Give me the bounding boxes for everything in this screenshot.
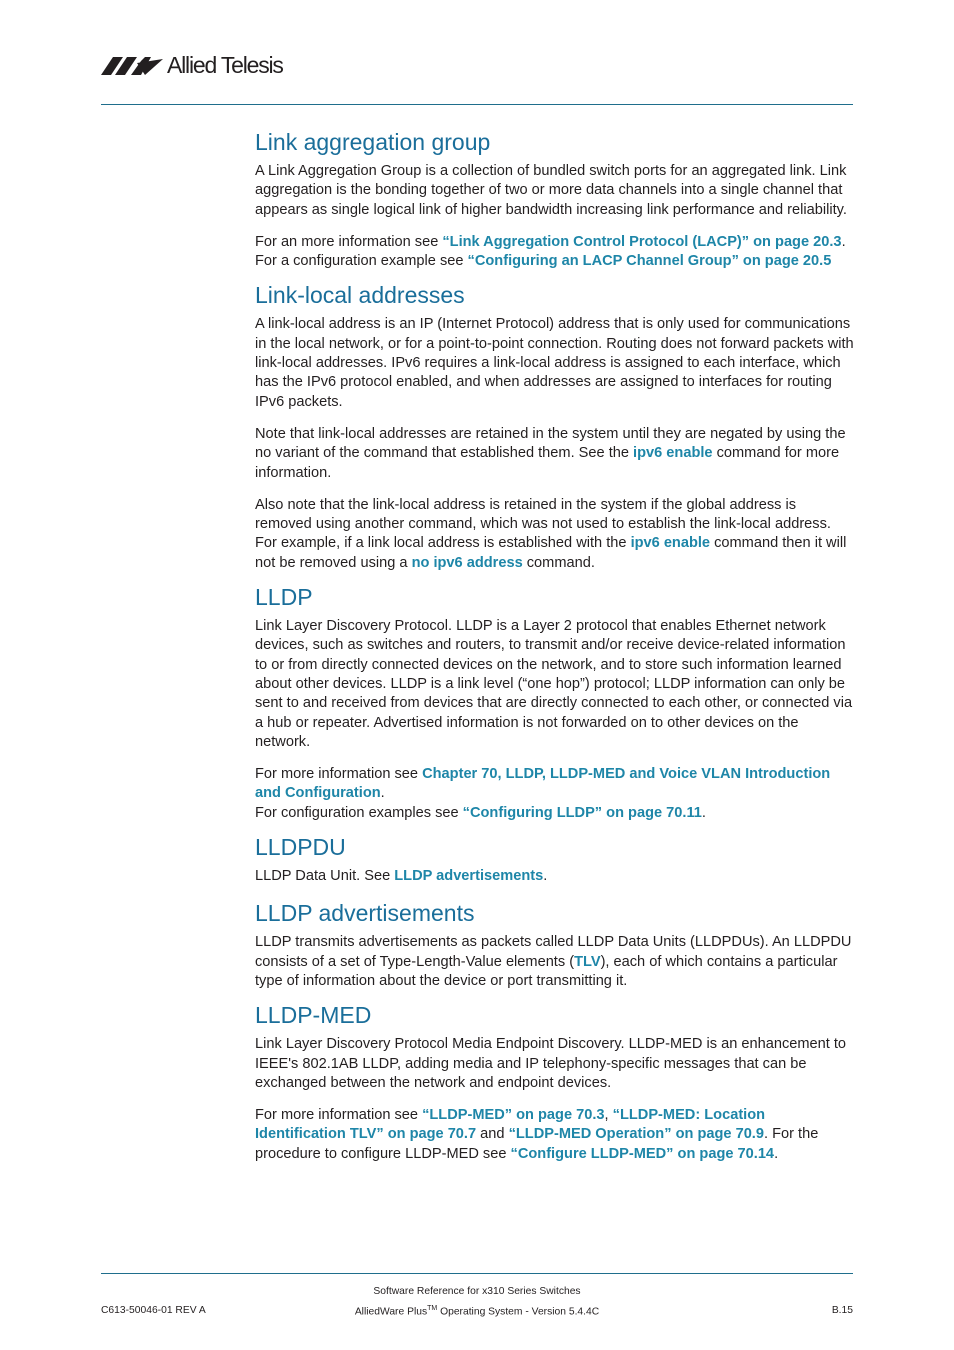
section-lldpdu: [255, 833, 855, 886]
paragraph: A Link Aggregation Group is a collection of bundled switch ports for an aggregated link. Link aggregation is the bonding together of two or more data channels into a single channel that appears as single logical link of higher bandwidth increasing link performance and reliability.: [255, 163, 847, 218]
paragraph: [255, 233, 855, 272]
paragraph: [255, 765, 855, 823]
section-heading: LLDP-MED: [255, 1002, 372, 1029]
text: command.: [522, 554, 595, 571]
link-lacp-channel-group[interactable]: “Configuring an LACP Channel Group” on page 20.5: [467, 253, 832, 270]
section-heading: LLDP advertisements: [255, 900, 475, 927]
paragraph: [255, 496, 855, 573]
link-configuring-lldp[interactable]: “Configuring LLDP” on page 70.11: [462, 804, 702, 821]
link-tlv[interactable]: TLV: [574, 953, 601, 970]
text: For an more information see: [255, 233, 443, 250]
logo-text: Allied Telesis: [167, 51, 283, 78]
text: .: [841, 233, 846, 250]
link-ipv6-enable[interactable]: ipv6 enable: [633, 445, 713, 462]
footer-rule: [101, 1273, 853, 1274]
paragraph: [255, 933, 855, 991]
text: and: [476, 1126, 509, 1143]
text: Also note that the link-local address is retained in the system if the global address is removed using another command, which was not used to establish the link-local address. For example, if a link local address is established with the: [255, 496, 831, 552]
text: AlliedWare Plus: [354, 1306, 428, 1318]
section-heading: Link-local addresses: [255, 282, 465, 309]
link-ipv6-enable[interactable]: ipv6 enable: [630, 535, 711, 552]
text: LLDP Data Unit. See: [255, 868, 395, 885]
paragraph: A link-local address is an IP (Internet Protocol) address that is only used for communications in the local network, or for a point-to-point connection. Routing does not forward packets with link-local addresses. IPv6 requires a link-local address is assigned to each interface, which has the IPv6 protocol enabled, and when addresses are assigned to interfaces for routing IPv6 packets.: [255, 316, 854, 410]
header-rule: [101, 104, 853, 105]
link-chapter-70[interactable]: Chapter 70, LLDP, LLDP-MED and Voice VLAN Introduction and Configuration: [255, 766, 831, 802]
section-link-local-addresses: [255, 281, 855, 573]
text: For more information see: [255, 1107, 423, 1124]
paragraph: Link Layer Discovery Protocol Media Endpoint Discovery. LLDP-MED is an enhancement to IEEE's 802.1AB LLDP, adding media and IP telephony-specific messages that can be exchanged between the network and endpoint devices.: [255, 1036, 847, 1091]
footer-doc-number: C613-50046-01 REV A: [101, 1305, 206, 1316]
footer-title: Software Reference for x310 Series Switches: [373, 1286, 581, 1297]
link-lldp-advertisements[interactable]: LLDP advertisements: [394, 868, 544, 885]
section-link-aggregation-group: [255, 128, 855, 271]
text: .: [701, 804, 706, 821]
trademark: TM: [427, 1305, 438, 1312]
footer-os-version: [101, 1305, 853, 1317]
section-lldp-med: [255, 1001, 855, 1164]
footer-page-number: B.15: [831, 1305, 853, 1316]
paragraph: [255, 867, 855, 886]
section-lldp-advertisements: [255, 899, 855, 991]
text: For configuration examples see: [255, 804, 463, 821]
logo-mark-icon: [101, 55, 163, 75]
text: For a configuration example see: [255, 253, 468, 270]
text: .: [774, 1145, 779, 1162]
section-lldp: [255, 583, 855, 823]
link-configure-lldp-med[interactable]: “Configure LLDP-MED” on page 70.14: [510, 1145, 775, 1162]
text: .: [543, 868, 548, 885]
link-no-ipv6-address[interactable]: no ipv6 address: [411, 554, 523, 571]
paragraph: [255, 425, 855, 483]
link-lldp-med[interactable]: “LLDP-MED” on page 70.3: [422, 1107, 605, 1124]
paragraph: Link Layer Discovery Protocol. LLDP is a Layer 2 protocol that enables Ethernet network devices, such as switches and routers, to transmit and/or receive device-related information to or from directly connected devices on the network, and to store such information learned about other devices. LLDP is a link level (“one hop”) protocol; LLDP information can only be sent to and received from devices that are directly connected to each other, or connected via a hub or repeater. Advertised information is not forwarded on to other devices on the network.: [255, 618, 853, 750]
text: . For the procedure to configure LLDP-MED see: [255, 1126, 819, 1162]
section-heading: Link aggregation group: [255, 129, 491, 155]
link-lldp-med-operation[interactable]: “LLDP-MED Operation” on page 70.9: [508, 1126, 764, 1143]
text: Operating System - Version 5.4.4C: [437, 1306, 600, 1318]
text: ,: [604, 1107, 613, 1124]
link-lacp[interactable]: “Link Aggregation Control Protocol (LACP)” on page 20.3: [442, 233, 842, 250]
paragraph: [255, 1106, 855, 1164]
text: .: [380, 785, 385, 802]
text: command then it will not be removed using a: [255, 535, 847, 571]
text: command for more information.: [255, 445, 840, 481]
text: For more information see: [255, 766, 423, 783]
section-heading: LLDPDU: [255, 834, 346, 861]
text: Note that link-local addresses are retained in the system until they are negated by using the no variant of the command that established them. See the: [255, 425, 846, 462]
link-location-identification-tlv[interactable]: “LLDP-MED: Location Identification TLV” on page 70.7: [255, 1107, 766, 1143]
text: ), each of which contains a particular type of information about the device or port transmitting it.: [255, 953, 838, 989]
text: LLDP transmits advertisements as packets called LLDP Data Units (LLDPDUs). An LLDPDU consists of a set of Type-Length-Value elements (: [255, 934, 852, 970]
glossary-content: [255, 128, 855, 1164]
allied-telesis-logo: [101, 50, 283, 80]
section-heading: LLDP: [255, 584, 313, 611]
